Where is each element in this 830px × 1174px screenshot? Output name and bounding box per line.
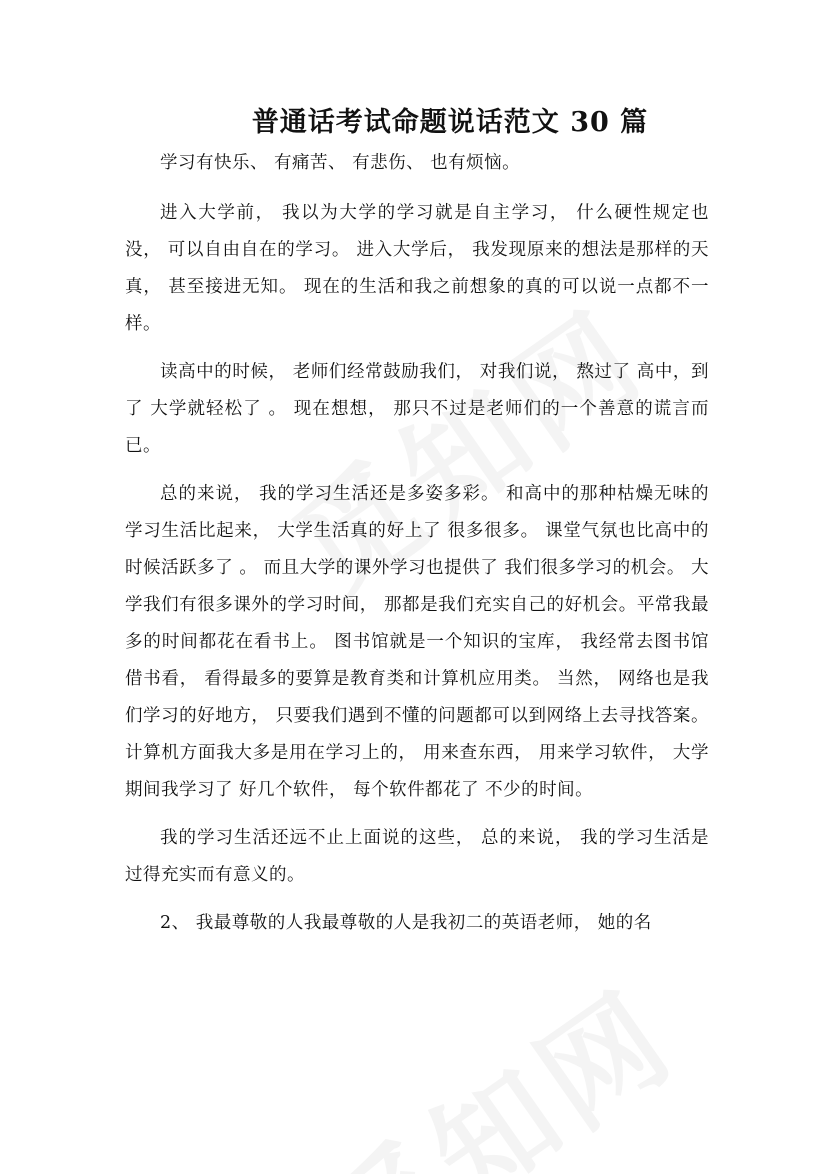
document-title: 普通话考试命题说话范文 30 篇 [251,107,649,138]
document-body [125,145,709,953]
watermark-text [286,944,704,1174]
paragraph-2: 进入大学前， 我以为大学的学习就是自主学习， 什么硬性规定也没， 可以自由自在的学习。 进入大学后， 我发现原来的想法是那样的天真， 甚至接进无知。 现在的生活和我之前想象的真的可以说一点都不一样。 [125,203,709,334]
paragraph-1: 学习有快乐、 有痛苦、 有悲伤、 也有烦恼。 [160,153,521,173]
paragraph-5: 我的学习生活还远不止上面说的这些， 总的来说， 我的学习生活是过得充实而有意义的。 [125,828,709,885]
paragraph-4: 总的来说， 我的学习生活还是多姿多彩。 和高中的那种枯燥无味的学习生活比起来， 大学生活真的好上了 很多很多。 课堂气氛也比高中的时候活跃多了 。 而且大学的课外学习也提供了 我们很多学习的机会。 大学我们有很多课外的学习时间， 那都是我们充实自己的好机会。平常我最多的时间都花在看书上。 图书馆就是一个知识的宝库， 我经常去图书馆借书看， 看得最多的要算是教育类和计算机应用类。 当然， 网络也是我们学习的好地方， 只要我们遇到不懂的问题都可以到网络上去寻找答案。 计算机方面我大多是用在学习上的， 用来查东西， 用来学习软件， 大学期间我学习了 好几个软件， 每个软件都花了 不少的时间。 [125,484,709,800]
paragraph-3: 读高中的时候， 老师们经常鼓励我们， 对我们说， 熬过了 高中，到了 大学就轻松了 。 现在想想， 那只不过是老师们的一个善意的谎言而已。 [125,362,709,456]
paragraph-6: 2、 我最尊敬的人我最尊敬的人是我初二的英语老师， 她的名 [160,913,652,933]
